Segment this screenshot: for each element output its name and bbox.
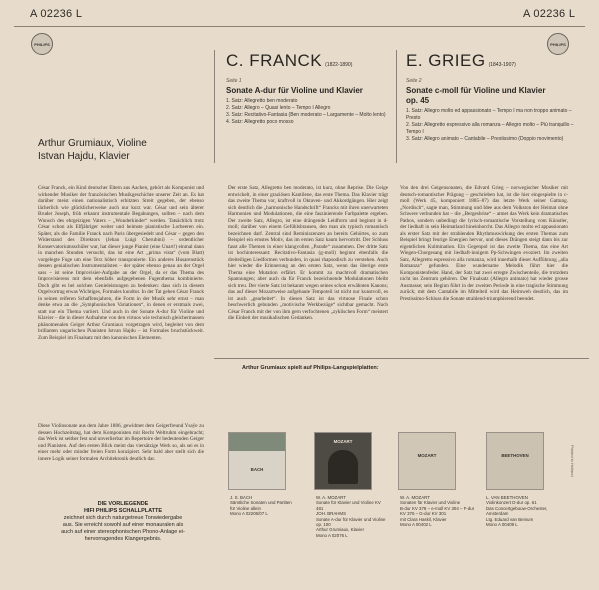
promo-rule <box>214 358 589 359</box>
grieg-work-title: Sonate c-moll für Violine und Klavier <box>406 86 546 95</box>
album-cover-label: BACH <box>250 467 264 472</box>
performers <box>38 137 208 163</box>
album-cover-label: MOZART <box>333 439 353 444</box>
hifi-notice-line: HIFI PHILIPS SCHALLPLATTE <box>83 508 163 514</box>
hifi-notice-line: zeichnet sich durch naturgetreue Tonwiedergabe <box>63 515 183 521</box>
philips-logo-text: PHILIPS <box>550 41 566 47</box>
album-caption: W. A. MOZART Sonate für Klavier und Violine KV 481 JOH. BRAHMS Sonate A-dur für Klavier und Violine op. 100 Arthur Grumiaux, Klavier Mono A 02076 L <box>316 495 386 538</box>
column-divider <box>214 50 215 163</box>
movement-item: 1. Satz: Allegretto ben moderato <box>226 98 298 104</box>
performer-piano: Istvan Hajdu, Klavier <box>38 151 130 162</box>
printed-in-label: Printed in Holland <box>570 445 575 477</box>
philips-logo <box>31 33 53 55</box>
violinist-photo-icon <box>328 450 358 484</box>
album-cover-mozart-brahms <box>314 432 372 490</box>
album-caption: W. A. MOZART Sonaten für Klavier und Violine B-dur KV 378 – e-moll KV 304 – F-dur KV 376 – G-dur KV 301 mit Clara Haskil, Klavier Mono A 00402 L <box>400 495 475 528</box>
philips-logo-text: PHILIPS <box>34 41 50 47</box>
hifi-notice-line: aus. Sie erreicht sowohl auf einer monauralen als <box>62 522 184 528</box>
liner-notes-col2: Der erste Satz, Allegretto ben moderato, ist kurz, ohne Reprise. Die Geige entwickelt, in einer graziösen Kantilene, das erste Thema. Das Klavier trägt das zweite Thema vor, kraftvoll in Oktaven- und Akkordgängen. Hier zeigt sich deutlich die „harmonische Handschrift“ Francks mit ihren unerwarteten Harmonien und Modulationen, die eine faszinierende Farbpalette ergeben. Der zweite Satz, Allegro, ist eine drängende Leidform und beginnt in d-moll; darüber von einem Gefühlsbrausen, den man als typisch romantisch bezeichnen darf. Zentral sind Reminiszenzen an bereits Gehörtes, so zum Beispiel ein ernstes Motiv, das im ersten Satz kaum hervortritt. Der Schluss fasst alle Themen in einer klangvollen „Parade“ zusammen. Der dritte Satz ist hochinteressant: Recitativo-Fantasia (g-moll) beginnt ebenfalls die dreiteiligen Liedformen verbunden, in quasi rhapsodisch zu verstehen. Auch hier wieder die Erinnerung an den ersten Satz, wenn das überige erste Thema eine Mutation erfährt. Er kommt zu machtvoll dramatischen Spannungen; aber auch da für Franck bezeichnende Modulationen bleibt sich treu. Der vierte Satz ist bekannt wegen seines schon erwähnten Kanons; das auf dieser Mozartweise aufgebaute Tempoteil ist nicht nur kunstvoll, es ist auch „gearbeitet“. In diesen Satz ist das virtuose Finale schon beschwerlich gebunden „motivische Werkbezüge“ sichtbar gemacht. Nach César Franck mit der von ihm gern verfochtenen „zyklischen Form“ meistert die Einheit der musikalischen Gedanken. <box>228 185 388 321</box>
album-cover-bach <box>228 432 286 490</box>
album-caption: L. VAN BEETHOVEN Violinkonzert D-dur op. 61 Das Concertgebouw-Orchester, Amsterdam Ltg. Eduard van Beinum Mono A 00409 L <box>486 495 548 528</box>
hifi-notice-line: hervorragendes Klangergebnis. <box>84 536 162 542</box>
liner-notes-col1: César Franck, ein Kind deutscher Eltern aus Aachen, gehört als Komponist und wirkender Musiker der französischen Musikgeschichte unserer Zeit an. Es hat darüber meist einen nationalistisch erhitzten Streit gegeben, der ebenso lächerlich wie glücklicherweise auch nur kurz war. César und sein älterer Bruder Joseph, früh erkannt instrumentale Begabungen, sollten – nach dem Wunsch des ehrgeizigen Vaters – „Wunderkinder“ werden. Tatsächlich trotz César schon als Elfjähriger weiter und heimste pianistische Lorbeeren ein. Später, als die Familie Franck nach Paris übergesiedelt und César – gegen den Widerstand des Direktors (Jehan Luigi Cherubini) – ordentlicher Konservatoriumsschüler war, hat dieser junge Pianist (eine Unart!) einmal dann in manchen Stunden versucht, das ist eine Art „prima vista“ (vom Blatt) vorgelegte Fuge um eine Terz höher transponierte. Ein anderes Husarenstück dessen genialischen Instrumentalisten – der später ebenso genau an der Orgel sass – ist seine Improvisier-Aufgabe an der Orgel, da er das Thema des Improvisierens mit dem ebenfalls aufgegebenen Fugenthema kombinierte. Doch gibt es bei solchen Genieleistungen zu bedenken: dass sich in diesem Orgelvortrag etwas Wichtiges, Formales kundtut. In der Tat gehen César Franck in seinen reiferen Schaffensjahren, die Form in der Musik sehr ernst – man denke etwa an die „Symphonischen Variationen“, in denen er erstmals zwei, statt nur ein Thema variiert. Und auch in der Sonate A-dur für Violine und Klavier – die in dieser Aufnahme von den virtuos wie technisch gleichermassen phänomenalen Geiger Arthur Grumiaux vorgetragen wird, begleitet von dem brillanten ungarischen Pianisten Istvan Hajdu – ist Formales bruchstückweit. Zum Beispiel im Finalsatz mit den kanonischen Elementen. <box>38 185 204 341</box>
grieg-work-opus: op. 45 <box>406 96 430 105</box>
movement-item: 3. Satz: Recitativo-Fantasia (Ben moderato – Largamente – Molto lento) <box>226 112 386 118</box>
album-cover-label: MOZART <box>417 453 437 458</box>
movement-item: 2. Satz: Allegro – Quasi lento – Tempo I Allegro <box>226 105 331 111</box>
catalog-number-left: A 02236 L <box>30 8 83 20</box>
franck-movements <box>226 98 391 126</box>
grieg-block <box>406 51 584 143</box>
movement-item: 1. Satz: Allegro molto ed appassionato – Tempo I ma non troppo animato – Presto <box>406 108 572 121</box>
album-cover-beethoven <box>486 432 544 490</box>
promo-heading: Arthur Grumiaux spielt auf Philips-Langspielplatten: <box>242 365 379 371</box>
movement-item: 4. Satz: Allegretto poco mosso <box>226 119 294 125</box>
hifi-notice-line: auch auf einer stereophonischen Phono-Anlage ei- <box>61 529 185 535</box>
franck-dates: (1822-1890) <box>325 62 353 68</box>
movement-item: 2. Satz: Allegretto espressivo alla romanza – Allegro molto – Più tranquillo – Tempo I <box>406 122 574 135</box>
performer-violin: Arthur Grumiaux, Violine <box>38 138 147 149</box>
franck-block <box>226 51 391 126</box>
header-rule <box>14 26 585 27</box>
grieg-name: E. GRIEG <box>406 51 486 70</box>
album-cover-mozart-haskil <box>398 432 456 490</box>
album-caption: J. S. BACH Sämtliche Sonaten und Partiten für Violine allein Mono A 02206/07 L <box>230 495 292 517</box>
franck-work-title: Sonate A-dur für Violine und Klavier <box>226 86 363 95</box>
hifi-notice <box>40 501 206 543</box>
grieg-dates: (1843-1907) <box>488 62 516 68</box>
hifi-notice-line: DIE VORLIEGENDE <box>97 501 149 507</box>
liner-notes-col1-cont: Diese Violinsonate aus dem Jahre 1886, gewidmet dem Geigerfreund Ysaÿe zu dessen Hochzeitstag, hat dem Komponisten mit Recht Weltruhm eingebracht; das Werk ist seither fest und unverlierbar im Repertoire der bedeutenden Geiger und Pianisten. Auf den ersten Blick meint das viersätzige Werk so, als sei es in einer mehr oder minder freien Form konzipiert. Sehr bald aber stellt sich die innere Logik seiner formalen Architektonik deutlich dar. <box>38 423 204 462</box>
franck-side-label: Seite 1 <box>226 78 242 84</box>
album-cover-label: BEETHOVEN <box>501 453 529 458</box>
franck-name: C. FRANCK <box>226 51 323 70</box>
grieg-movements <box>406 108 584 143</box>
liner-notes-col3: Von den drei Geigensonaten, die Edvard Grieg – norwegischer Musiker mit deutsch-romantischer Prägung – geschrieben hat, ist die hier eingespielte in c-moll (Werk 45, komponiert 1885–87) das letzte Werk seiner Gattung. „Nordisch“, sagte man, Stimmung und Idee aus dem Volkston der Heimat ohne Schwere verbunden hat – die „Bergesbrise“ – atmet das Werk kein dramatisches Pathos, sondern unbedingt die lyrisch-romantische Vorstellung vom Künstler, der liedhaft in sein Heimatland hineinhorcht. Das Allegro molto ed appassionato als erster Satz mit der strahlenden Rhythmuswirkung des ersten Themas zum Beispiel bringt feurige Energien hervor, und dieses Drängen steigt dann bis zur eigentlichen Kulmination. Ein Gegenpol ist das zweite Thema, das eine Art Wiegen-Chorgesang mit liedhaft-innigem Pp-Schwingen evoziert. Im zweiten Satz, Allegretto espressivo alla romanza, wird innerhalb dieser Aufführung „alla Romanza“ gefunden. Eine wundersame Melodik führt hier die Komponistenfeder. Hand, der Satz hat zwei erregte Zwischenteile, die trotzdem nicht ins Zentrum gehören. Der Finalsatz (Allegro animato) hat wieder grosse Ausmasse; sein Beginn führt in der zweiten Periode in eine tragische Stimmung zurück; mit dem Cantabile im Mittelteil wird das Heimweh deutlich, das im Prestissimo-Schluss die Sonate strahlend-triumphierend beendet. <box>400 185 568 302</box>
catalog-number-right: A 02236 L <box>523 8 576 20</box>
movement-item: 3. Satz: Allegro animato – Cantabile – Prestissimo (Doppio movimento) <box>406 136 564 142</box>
column-divider <box>396 50 397 163</box>
grieg-side-label: Seite 2 <box>406 78 422 84</box>
